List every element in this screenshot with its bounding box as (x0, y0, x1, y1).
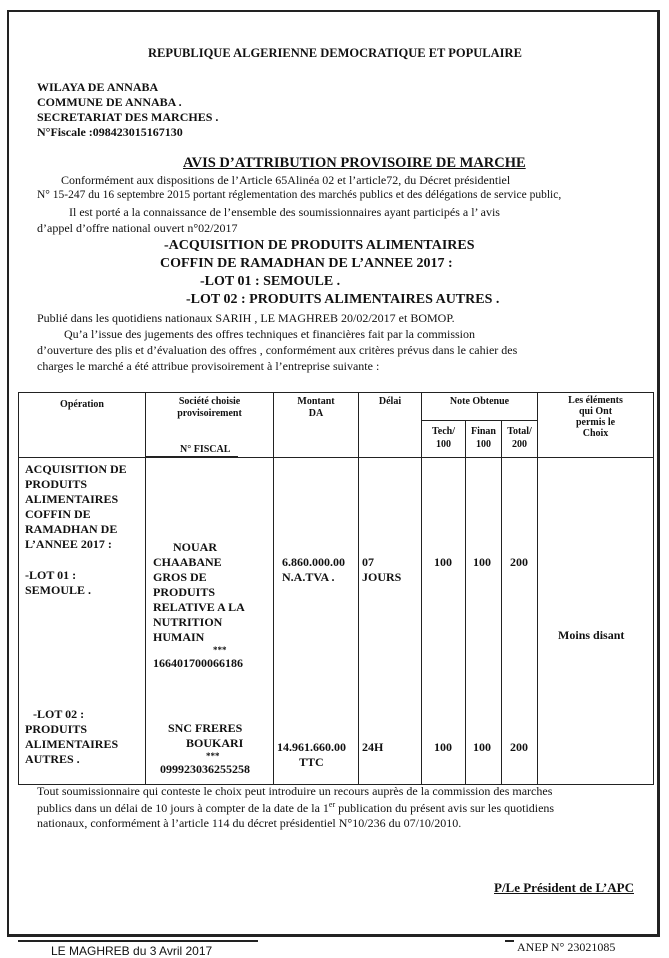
lot2-delai: 24H (362, 740, 384, 754)
lot1-total: 200 (510, 555, 528, 569)
lot1-montant-l2: N.A.TVA . (282, 570, 335, 584)
lot2-nif: 099923036255258 (160, 762, 250, 776)
lot2-montant-l2: TTC (299, 755, 324, 769)
header-finan-l2: 100 (476, 439, 491, 451)
subject-lot-1: -LOT 01 : SEMOULE . (200, 274, 341, 289)
recours-line-2 (37, 800, 554, 816)
header-tech-l1: Tech/ (432, 426, 455, 438)
operation-lot2-l4: AUTRES . (25, 752, 80, 766)
intro-line-3: Il est porté a la connaissance de l’ensemble des soumissionnaires ayant participés a l’ avis (69, 205, 500, 219)
lot1-societe-l5: RELATIVE A LA (153, 600, 245, 614)
lot1-societe-l3: GROS DE (153, 570, 207, 584)
footer-newspaper: LE MAGHREB du 3 Avril 2017 (51, 944, 213, 958)
cell-total (502, 458, 538, 785)
header-delai-label: Délai (378, 396, 402, 407)
cell-montant (274, 458, 359, 785)
lot1-tech: 100 (434, 555, 452, 569)
operation-lot1-l1: -LOT 01 : (25, 568, 77, 582)
cell-choice (538, 458, 654, 785)
operation-l2: PRODUITS (25, 477, 88, 491)
publication-line: Publié dans les quotidiens nationaux SARIH , LE MAGHREB 20/02/2017 et BOMOP. (37, 311, 455, 325)
award-table (18, 392, 654, 785)
header-montant-l2: DA (308, 408, 324, 419)
operation-l4: COFFIN DE (25, 507, 91, 521)
cell-societe (146, 458, 274, 785)
operation-lot2-l1: -LOT 02 : (33, 707, 85, 721)
outcome-line-1: Qu’a l’issue des jugements des offres techniques et financières fait par la commission (64, 327, 475, 341)
header-finan (466, 421, 502, 458)
lot1-societe-l4: PRODUITS (153, 585, 216, 599)
cell-operation (19, 458, 146, 785)
subject-line-1: -ACQUISITION DE PRODUITS ALIMENTAIRES (164, 238, 475, 253)
operation-lot1-l2: SEMOULE . (25, 583, 92, 597)
recours-line-1: Tout soumissionnaire qui conteste le choix peut introduire un recours auprès de la commission des marches (37, 784, 553, 798)
header-tech (422, 421, 466, 458)
lot1-montant-l1: 6.860.000.00 (282, 555, 345, 569)
operation-lot2-l3: ALIMENTAIRES (25, 737, 119, 751)
lot2-societe-l1: SNC FRERES (168, 721, 243, 735)
operation-l1: ACQUISITION DE (25, 462, 127, 476)
header-total-l2: 200 (512, 439, 528, 451)
subject-lot-2: -LOT 02 : PRODUITS ALIMENTAIRES AUTRES . (186, 292, 500, 307)
header-operation (19, 393, 146, 458)
header-note-label: Note Obtenue (449, 396, 510, 407)
header-elements-l3: permis le (575, 417, 616, 428)
lot1-delai-l1: 07 (362, 555, 374, 569)
header-operation-label: Opération (60, 399, 104, 410)
lot1-societe-l1: NOUAR (173, 540, 217, 554)
notice-title: AVIS D’ATTRIBUTION PROVISOIRE DE MARCHE (183, 155, 526, 171)
header-nfiscal: N° FISCAL (180, 444, 231, 455)
lot1-delai-l2: JOURS (362, 570, 402, 584)
cell-tech (422, 458, 466, 785)
header-elements (538, 393, 654, 458)
cell-finan (466, 458, 502, 785)
intro-line-4: d’appel d’offre national ouvert n°02/2017 (37, 221, 238, 235)
recours-line-2-a: publics dans un délai de 10 jours à compter de la date de la 1 (37, 801, 329, 815)
operation-l5: RAMADHAN DE (25, 522, 118, 536)
lot2-stars: *** (206, 751, 220, 761)
secretariat-line: SECRETARIAT DES MARCHES . (37, 110, 219, 124)
subject-line-2: COFFIN DE RAMADHAN DE L’ANNEE 2017 : (160, 256, 453, 271)
wilaya-line: WILAYA DE ANNABA (37, 80, 159, 94)
header-total (502, 421, 538, 458)
lot2-finan: 100 (473, 740, 491, 754)
header-delai (359, 393, 422, 458)
outcome-line-3: charges le marché a été attribue provisoirement à l’entreprise suivante : (37, 359, 380, 373)
lot1-nif: 166401700066186 (153, 656, 243, 670)
recours-superscript: er (328, 800, 336, 809)
header-total-l1: Total/ (507, 426, 532, 438)
header-finan-l1: Finan (470, 426, 496, 438)
header-montant (274, 393, 359, 458)
header-societe (146, 393, 274, 458)
footer-rule-right (505, 940, 514, 942)
cell-delai (359, 458, 422, 785)
header-tech-l2: 100 (436, 439, 451, 451)
operation-l6: L’ANNEE 2017 : (25, 537, 112, 551)
lot1-societe-l6: NUTRITION (153, 615, 223, 629)
lot1-finan: 100 (473, 555, 491, 569)
recours-line-2-b: publication du présent avis sur les quotidiens (335, 801, 555, 815)
header-elements-l2: qui Ont (578, 406, 613, 417)
header-elements-l4: Choix (582, 428, 609, 439)
footer-anep: ANEP N° 23021085 (517, 940, 616, 954)
header-societe-l1: Société choisie (178, 396, 241, 407)
republic-heading: REPUBLIQUE ALGERIENNE DEMOCRATIQUE ET POPULAIRE (148, 46, 522, 60)
operation-l3: ALIMENTAIRES (25, 492, 119, 506)
lot2-societe-l2: BOUKARI (186, 736, 244, 750)
fiscal-number-line: N°Fiscale :098423015167130 (37, 125, 183, 139)
commune-line: COMMUNE DE ANNABA . (37, 95, 182, 109)
lot1-societe-l7: HUMAIN (153, 630, 205, 644)
header-note (422, 393, 538, 421)
intro-line-2: N° 15-247 du 16 septembre 2015 portant réglementation des marchés publics et des délégations de service public, (37, 189, 562, 201)
intro-line-1: Conformément aux dispositions de l’Article 65Alinéa 02 et l’article72, du Décret présidentiel (61, 173, 511, 187)
header-montant-l1: Montant (297, 396, 335, 407)
lot1-stars: *** (213, 645, 227, 655)
lot2-total: 200 (510, 740, 528, 754)
lot2-montant-l1: 14.961.660.00 (277, 740, 346, 754)
lot2-tech: 100 (434, 740, 452, 754)
choice-reason: Moins disant (558, 628, 625, 642)
lot1-societe-l2: CHAABANE (153, 555, 222, 569)
operation-lot2-l2: PRODUITS (25, 722, 88, 736)
footer-rule-left (18, 940, 258, 942)
signature: P/Le Président de L’APC (494, 880, 634, 895)
recours-line-3: nationaux, conformément à l’article 114 du décret présidentiel N°10/236 du 07/10/2010. (37, 816, 462, 830)
header-elements-l1: Les éléments (568, 395, 623, 406)
outcome-line-2: d’ouverture des plis et d’évaluation des offres , conformément aux critères prévus dans le cahier des (37, 343, 518, 357)
header-societe-l2: provisoirement (177, 408, 242, 419)
